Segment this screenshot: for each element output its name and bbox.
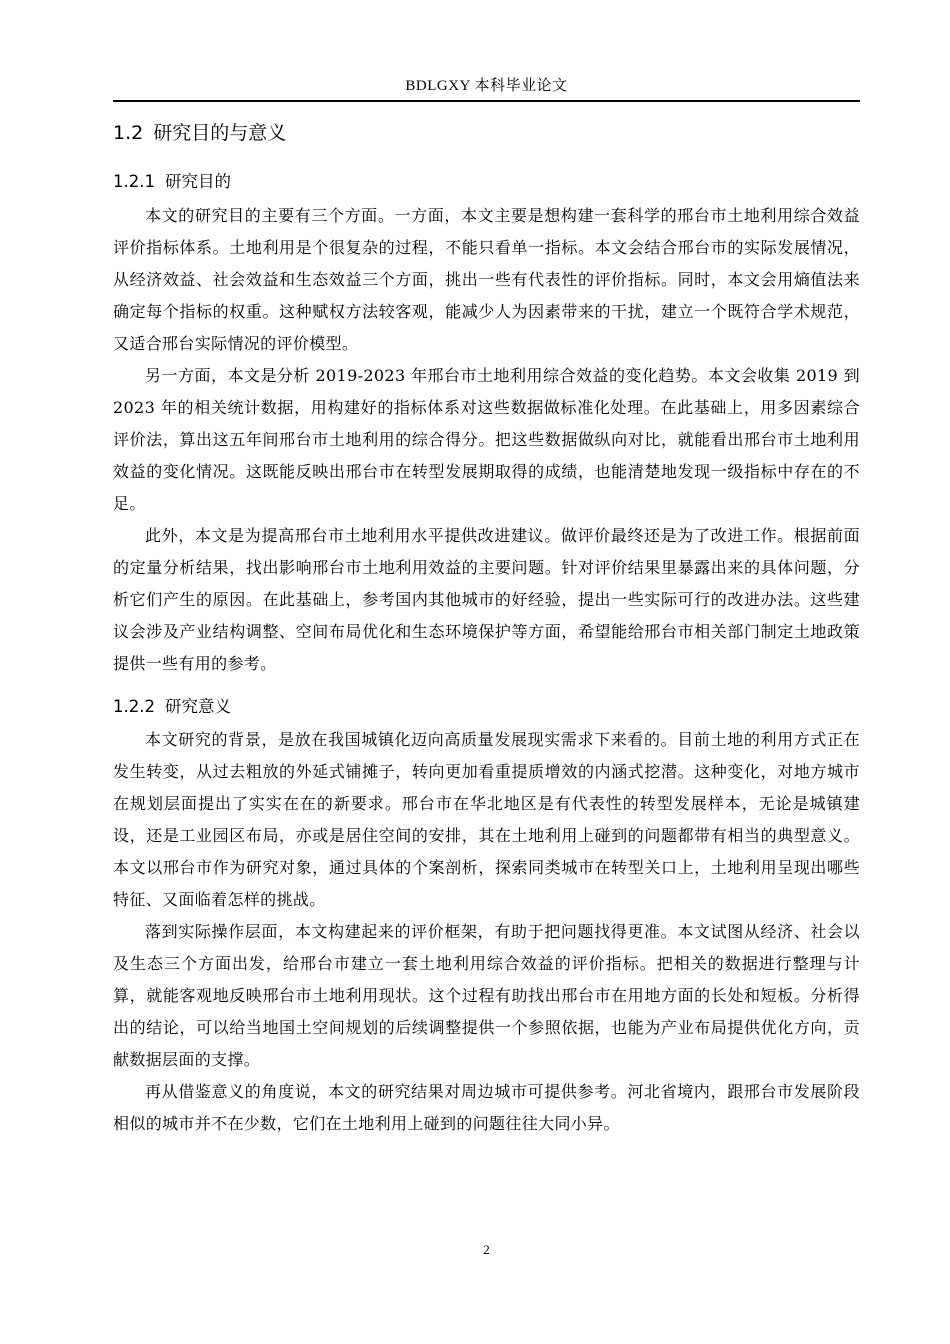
- page-body: [113, 118, 860, 1140]
- body-paragraph: 再从借鉴意义的角度说，本文的研究结果对周边城市可提供参考。河北省境内，跟邢台市发展阶段相似的城市并不在少数，它们在土地利用上碰到的问题往往大同小异。: [113, 1082, 860, 1133]
- subsection-number: 1.2.2: [113, 697, 155, 716]
- body-paragraph: 本文的研究目的主要有三个方面。一方面，本文主要是想构建一套科学的邢台市土地利用综合效益评价指标体系。土地利用是个很复杂的过程，不能只看单一指标。本文会结合邢台市的实际发展情况，从经济效益、社会效益和生态效益三个方面，挑出一些有代表性的评价指标。同时，本文会用熵值法来确定每个指标的权重。这种赋权方法较客观，能减少人为因素带来的干扰，建立一个既符合学术规范，又适合邢台实际情况的评价模型。: [113, 206, 860, 353]
- body-paragraph: 落到实际操作层面，本文构建起来的评价框架，有助于把问题找得更准。本文试图从经济、社会以及生态三个方面出发，给邢台市建立一套土地利用综合效益的评价指标。把相关的数据进行整理与计算，就能客观地反映邢台市土地利用现状。这个过程有助找出邢台市在用地方面的长处和短板。分析得出的结论，可以给当地国土空间规划的后续调整提供一个参照依据，也能为产业布局提供优化方向，贡献数据层面的支撑。: [113, 922, 860, 1069]
- section-title: 研究目的与意义: [153, 122, 287, 144]
- body-paragraph: 本文研究的背景，是放在我国城镇化迈向高质量发展现实需求下来看的。目前土地的利用方式正在发生转变，从过去粗放的外延式铺摊子，转向更加看重提质增效的内涵式挖潜。这种变化，对地方城市在规划层面提出了实实在在的新要求。邢台市在华北地区是有代表性的转型发展样本，无论是城镇建设，还是工业园区布局，亦或是居住空间的安排，其在土地利用上碰到的问题都带有相当的典型意义。本文以邢台市作为研究对象，通过具体的个案剖析，探索同类城市在转型关口上，土地利用呈现出哪些特征、又面临着怎样的挑战。: [113, 730, 860, 909]
- section-heading: [113, 118, 860, 148]
- subsection-title: 研究意义: [164, 697, 231, 716]
- subsection-heading: [113, 167, 860, 197]
- subsection-title: 研究目的: [164, 172, 231, 191]
- subsection-heading: [113, 692, 860, 722]
- section-number: 1.2: [113, 122, 144, 144]
- body-paragraph: 此外，本文是为提高邢台市土地利用水平提供改进建议。做评价最终还是为了改进工作。根据前面的定量分析结果，找出影响邢台市土地利用效益的主要问题。针对评价结果里暴露出来的具体问题，分析它们产生的原因。在此基础上，参考国内其他城市的好经验，提出一些实际可行的改进办法。这些建议会涉及产业结构调整、空间布局优化和生态环境保护等方面，希望能给邢台市相关部门制定土地政策提供一些有用的参考。: [113, 526, 860, 673]
- subsection-number: 1.2.1: [113, 172, 155, 191]
- body-paragraph: 另一方面，本文是分析 2019-2023 年邢台市土地利用综合效益的变化趋势。本文会收集 2019 到 2023 年的相关统计数据，用构建好的指标体系对这些数据做标准化处理。在此基础上，用多因素综合评价法，算出这五年间邢台市土地利用的综合得分。把这些数据做纵向对比，就能看出邢台市土地利用效益的变化情况。这既能反映出邢台市在转型发展期取得的成绩，也能清楚地发现一级指标中存在的不足。: [113, 366, 860, 513]
- page-number: 2: [483, 1242, 490, 1257]
- running-header: BDLGXY 本科毕业论文: [405, 78, 568, 94]
- header-divider: [113, 100, 860, 102]
